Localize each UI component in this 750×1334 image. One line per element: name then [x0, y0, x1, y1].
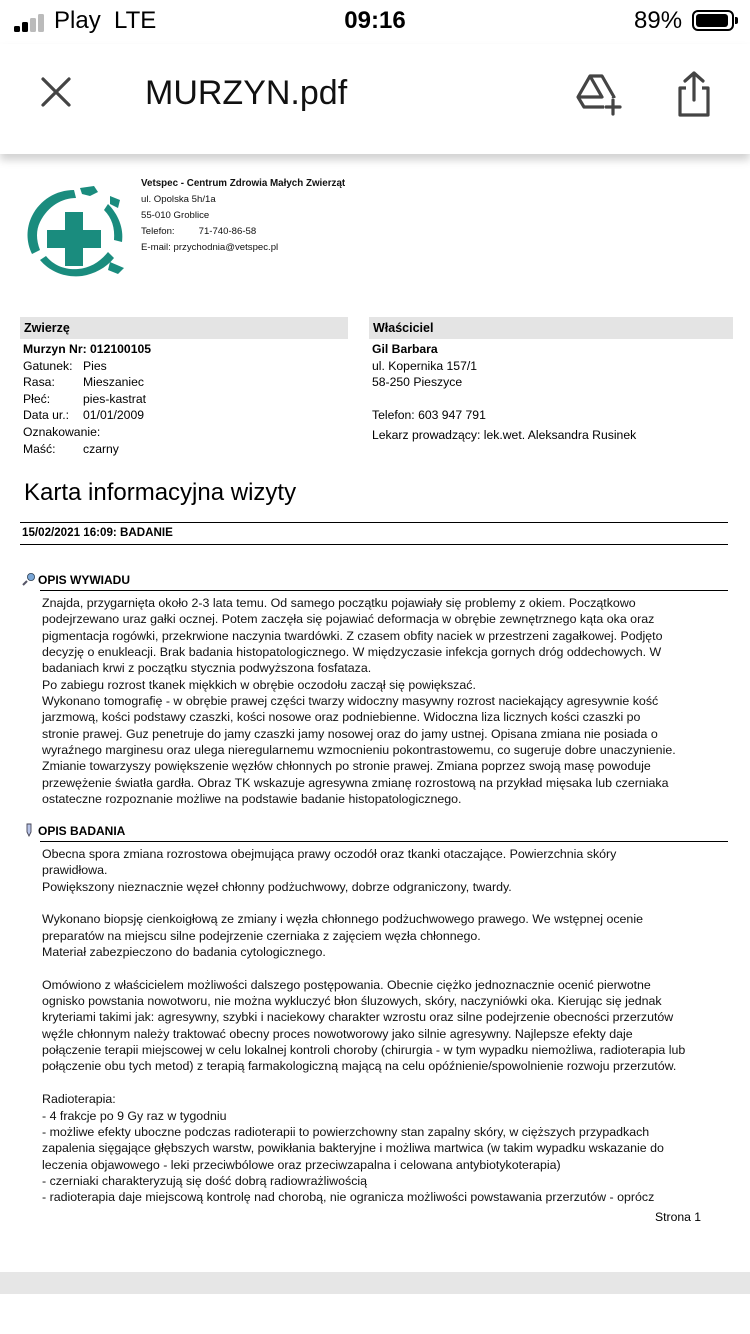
detail-label: Płeć:: [23, 391, 51, 406]
divider: [40, 590, 728, 591]
clinic-info: [141, 176, 345, 256]
text-line: [42, 1075, 732, 1091]
animal-detail-row: [23, 441, 151, 458]
detail-value: 01/01/2009: [83, 408, 144, 423]
battery-nub: [735, 17, 738, 24]
exam-text: [42, 846, 732, 1206]
detail-label: Oznakowanie:: [23, 424, 101, 439]
text-line: Materiał zabezpieczono do badania cytologicznego.: [42, 945, 326, 960]
text-line: Obecna spora zmiana rozrostowa obejmująca prawy oczodół oraz tkanki otaczające. Powierzchnia skóry: [42, 847, 617, 861]
text-line: decyzję o enukleacji. Brak badania histopatologicznego. W międzyczasie infekcja gornych dróg oddechowych. W: [42, 645, 662, 660]
text-line: [42, 895, 732, 911]
clinic-phone-row: [141, 224, 345, 240]
text-line: Radioterapia:: [42, 1092, 116, 1107]
text-line: stronie prawej. Guz penetruje do jamy czaszki jamy nosowej oraz do jamy ustnej. Opisana zmiana nie posiada o: [42, 726, 658, 741]
text-line: Po zabiegu rozrost tkanek miękkich w obrębie oczodołu zaczął się powiększać.: [42, 677, 476, 692]
text-line: jarzmową, kości podstawy czaszki, kości nosowe oraz podniebienne. Widoczna liza licznych kości czaszki po: [42, 710, 641, 725]
detail-value: Mieszaniec: [83, 375, 144, 390]
add-to-drive-icon: [574, 72, 622, 116]
detail-label: Gatunek:: [23, 358, 73, 373]
text-line: - radioterapia daje miejscową kontrolę nad chorobą, nie ogranicza możliwości powstawania przerzutów - oprócz: [42, 1190, 655, 1205]
pdf-page[interactable]: [0, 154, 750, 1272]
text-line: kryteriami takimi jak: agresywny, szybki i naciekowy charakter wzrostu oraz silne podejrzenie obecności przerzutów: [42, 1010, 674, 1025]
text-line: - możliwe efekty uboczne podczas radioterapii to powierzchowny stan zapalny skóry, w cięższych przypadkach: [42, 1124, 650, 1139]
status-bar: [0, 0, 750, 44]
visit-date-type: 15/02/2021 16:09: BADANIE: [22, 526, 173, 539]
text-line: zapalenia sięgające głębszych warstw, powikłania bakteryjne i możliwa martwica (w takim wypadku wskazanie do: [42, 1141, 664, 1156]
text-line: [42, 960, 732, 976]
interview-text: [42, 595, 732, 807]
share-icon: [672, 70, 716, 118]
next-page-top: [0, 1294, 750, 1334]
text-line: - czerniaki charakteryzują się dość dobrą radiowrażliwością: [42, 1173, 368, 1188]
page-separator: [0, 1272, 750, 1294]
text-line: Zmianie towarzyszy powiększenie węzłów chłonnych po stronie prawej. Zmiana poprzez swoją masę powoduje: [42, 759, 651, 774]
text-line: prawidłowa.: [42, 863, 108, 878]
animal-detail-row: [23, 358, 151, 375]
text-line: podejrzewano uraz gałki ocznej. Potem zaczęła się pojawiać deformacja w obrębie zewnętrznego kąta oka oraz: [42, 612, 655, 627]
text-line: połączenie obu tych metod) z terapią farmakologiczną mającą na celu opóźnienie/spowolnienie rozwoju przerzutów.: [42, 1059, 677, 1074]
detail-label: Data ur.:: [23, 408, 70, 423]
text-line: Znajda, przygarnięta około 2-3 lata temu. Od samego początku pojawiały się problemy z okiem. Początkowo: [42, 596, 636, 610]
clock: 09:16: [344, 7, 406, 34]
clinic-city: 55-010 Groblice: [141, 210, 210, 221]
text-line: połączenie terapii miejscowej w celu lokalnej kontroli choroby (chirurgia - w tym wypadku niemożliwa, radioterapia lub: [42, 1043, 686, 1058]
detail-value: Pies: [83, 358, 107, 373]
text-line: badaniach krwi z początku stycznia podwyższona fosfataza.: [42, 661, 372, 676]
divider: [20, 544, 728, 545]
interview-section-title: [22, 572, 130, 587]
animal-section-header: Zwierzę: [20, 317, 348, 339]
clinic-phone-label: Telefon:: [141, 226, 175, 237]
animal-detail-row: [23, 424, 151, 441]
owner-name: Gil Barbara: [372, 342, 438, 356]
page-number: Strona 1: [655, 1210, 702, 1224]
add-to-drive-button[interactable]: [574, 72, 622, 116]
clinic-email: E-mail: przychodnia@vetspec.pl: [141, 242, 279, 253]
detail-value: pies-kastrat: [83, 391, 146, 406]
battery-fill: [696, 14, 728, 27]
text-line: - 4 frakcje po 9 Gy raz w tygodniu: [42, 1108, 227, 1123]
network-type: LTE: [114, 7, 157, 34]
battery-icon: [692, 10, 734, 31]
exam-section-title: [22, 823, 125, 838]
carrier-name: Play: [54, 7, 101, 34]
attending-vet: Lekarz prowadzący: lek.wet. Aleksandra Rusinek: [372, 427, 637, 442]
interview-title: OPIS WYWIADU: [38, 573, 130, 587]
animal-name-number: Murzyn Nr: 012100105: [23, 342, 152, 356]
owner-city: 58-250 Pieszyce: [372, 375, 463, 390]
owner-section-header: Właściciel: [369, 317, 733, 339]
animal-detail-row: [23, 374, 151, 391]
exam-title: OPIS BADANIA: [38, 824, 126, 838]
detail-value: czarny: [83, 441, 119, 456]
clinic-street: ul. Opolska 5h/1a: [141, 194, 216, 205]
text-line: pigmentacja rogówki, przekrwione naczynia twardówki. Z czasem obfity naciek w przestrzeni zagałkowej. Podjęto: [42, 628, 663, 643]
text-line: Powiększony nieznacznie węzeł chłonny podżuchwowy, dobrze odgraniczony, twardy.: [42, 879, 512, 894]
clinic-logo: [20, 182, 132, 282]
owner-details: [372, 341, 636, 444]
text-line: leczenia objawowego - leki przeciwbólowe oraz przeciwzapalna i celowana antybiotykoterapia): [42, 1157, 561, 1172]
animal-detail-row: [23, 391, 151, 408]
detail-label: Rasa:: [23, 375, 55, 390]
clinic-phone: 71-740-86-58: [198, 226, 257, 237]
owner-phone: Telefon: 603 947 791: [372, 408, 486, 423]
animal-detail-row: [23, 407, 151, 424]
text-line: Omówiono z właścicielem możliwości dalszego postępowania. Obecnie ciężko jednoznacznie ocenić pierwotne: [42, 977, 651, 992]
text-line: węźle chłonnym należy traktować obecny proces nowotworowy jako silnie agresywny. Najlepsze efekty daje: [42, 1026, 633, 1041]
exam-icon: [22, 823, 36, 837]
text-line: preparatów na miejscu silne podejrzenie czerniaka z zajęciem węzła chłonnego.: [42, 928, 481, 943]
clinic-name: Vetspec - Centrum Zdrowia Małych Zwierząt: [141, 178, 346, 189]
text-line: ognisko powstania nowotworu, nie można wykluczyć błon śluzowych, skóry, naczyniówki oka. Kierując się jednak: [42, 994, 662, 1009]
document-title: MURZYN.pdf: [145, 74, 348, 112]
divider: [40, 841, 728, 842]
close-button[interactable]: [38, 74, 74, 110]
viewer-toolbar: [0, 44, 750, 154]
text-line: Wykonano biopsję cienkoigłową ze zmiany i węzła chłonnego podżuchwowego prawego. We wstępnej ocenie: [42, 912, 643, 927]
text-line: ostateczne rozpoznanie możliwe na podstawie badanie histopatologicznego.: [42, 792, 462, 807]
battery-percent: 89%: [634, 7, 683, 34]
owner-street: ul. Kopernika 157/1: [372, 358, 478, 373]
detail-label: Maść:: [23, 441, 56, 456]
text-line: Wykonano tomografię - w obrębie prawej części twarzy widoczny masywny rozrost naciekający agresywnie kość: [42, 694, 659, 709]
interview-icon: [22, 572, 36, 586]
text-line: wyraźnego marginesu oraz ulega nieregularnemu wzmocnieniu pokontrastowemu, co sugeruje dobre unaczynienie.: [42, 743, 676, 758]
share-button[interactable]: [672, 70, 716, 118]
animal-details: [23, 341, 151, 457]
divider: [20, 522, 728, 523]
text-line: przewężenie światła gardła. Obraz TK wskazuje agresywna zmianę rozrostową na przykład mięsaka lub czerniaka: [42, 775, 669, 790]
close-icon: [38, 74, 74, 110]
document-heading: Karta informacyjna wizyty: [24, 479, 297, 506]
